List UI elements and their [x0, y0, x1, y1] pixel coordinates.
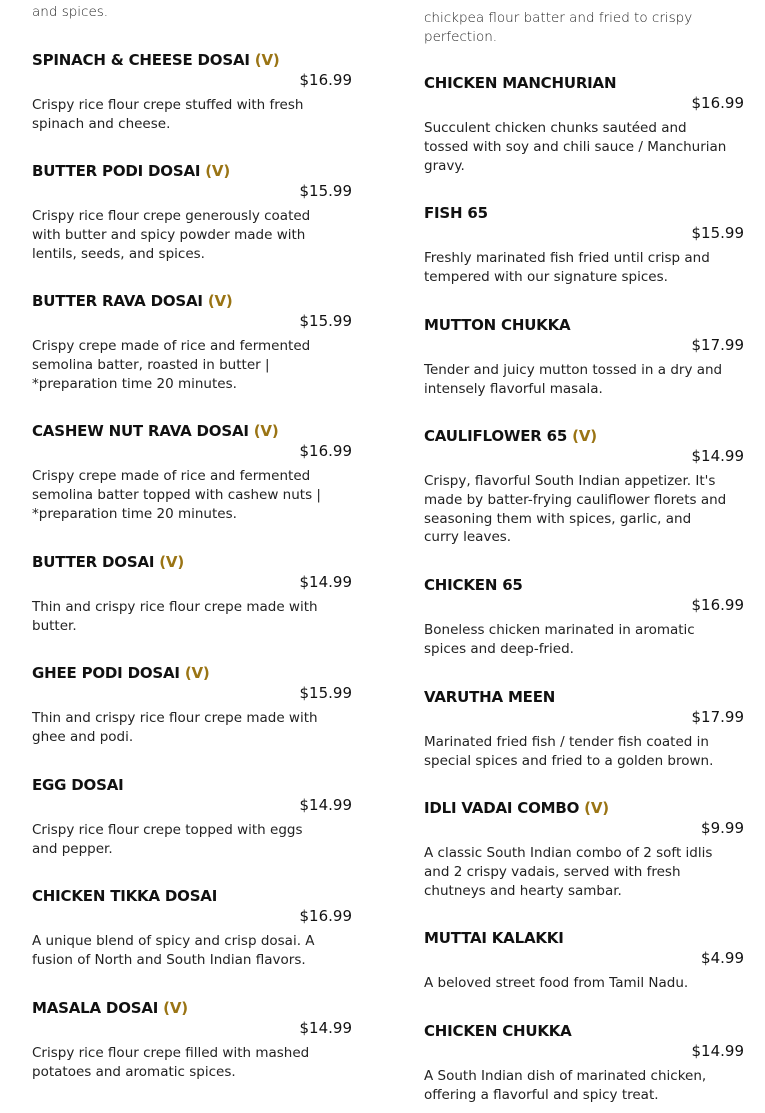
- vegetarian-badge: (V): [584, 799, 609, 817]
- vegetarian-badge: (V): [184, 664, 210, 682]
- menu-item-title: BUTTER PODI DOSAI: [32, 162, 201, 180]
- menu-item-description: Boneless chicken marinated in aromatic spices and deep-fried.: [424, 622, 695, 657]
- vegetarian-badge: (V): [207, 292, 233, 310]
- menu-item-price: $14.99: [299, 1019, 352, 1037]
- menu-item-name: [32, 421, 279, 441]
- menu-item-title: VARUTHA MEEN: [424, 688, 556, 706]
- menu-item-description: Crispy rice flour crepe stuffed with fresh spinach and cheese.: [32, 97, 304, 132]
- menu-item-description: A unique blend of spicy and crisp dosai. A fusion of North and South Indian flavors.: [32, 933, 315, 968]
- menu-item-name: [32, 552, 184, 572]
- menu-item-price: $16.99: [691, 94, 744, 112]
- menu-item-description: Crispy, flavorful South Indian appetizer. It's made by batter-frying cauliflower florets and seasoning them with spices, garlic, and curry leaves.: [424, 473, 727, 546]
- menu-item-name: [32, 291, 233, 311]
- menu-item-description: Thin and crispy rice flour crepe made with butter.: [32, 599, 318, 634]
- menu-item-price: $4.99: [701, 949, 744, 967]
- menu-item-price: $14.99: [299, 796, 352, 814]
- menu-item-name: [424, 426, 597, 446]
- menu-item-price: $15.99: [691, 224, 744, 242]
- menu-item-name: [32, 998, 188, 1018]
- menu-item-price: $14.99: [691, 447, 744, 465]
- menu-item-name: [32, 161, 230, 181]
- menu-item-description: Succulent chicken chunks sautéed and tossed with soy and chili sauce / Manchurian gravy.: [424, 120, 727, 174]
- menu-item-title: CHICKEN CHUKKA: [424, 1022, 572, 1040]
- menu-item-name: [32, 886, 217, 906]
- menu-item-description: Crispy rice flour crepe filled with mashed potatoes and aromatic spices.: [32, 1045, 310, 1080]
- menu-item-price: $17.99: [691, 708, 744, 726]
- menu-item-title: MUTTAI KALAKKI: [424, 929, 564, 947]
- menu-item-title: CHICKEN TIKKA DOSAI: [32, 887, 218, 905]
- menu-item-description: A South Indian dish of marinated chicken, offering a flavorful and spicy treat.: [424, 1068, 707, 1103]
- vegetarian-badge: (V): [159, 553, 185, 571]
- menu-item-title: FISH 65: [424, 204, 488, 222]
- menu-item-description: A beloved street food from Tamil Nadu.: [424, 975, 689, 991]
- vegetarian-badge: (V): [163, 999, 188, 1017]
- menu-item-name: [424, 315, 570, 335]
- menu-item-title: SPINACH & CHEESE DOSAI: [32, 51, 250, 69]
- menu-item-title: EGG DOSAI: [32, 776, 124, 794]
- menu-item-price: $9.99: [701, 819, 744, 837]
- continued-description-fragment: and spices.: [32, 4, 109, 20]
- vegetarian-badge: (V): [254, 51, 280, 69]
- menu-item-name: [424, 575, 523, 595]
- menu-item-price: $16.99: [691, 596, 744, 614]
- menu-item-description: Crispy rice flour crepe topped with eggs and pepper.: [32, 822, 303, 857]
- menu-item-name: [32, 50, 280, 70]
- vegetarian-badge: (V): [253, 422, 279, 440]
- menu-item-name: [424, 687, 555, 707]
- menu-item-title: MUTTON CHUKKA: [424, 316, 571, 334]
- menu-item-price: $14.99: [691, 1042, 744, 1060]
- menu-item-price: $15.99: [299, 182, 352, 200]
- menu-item-description: Crispy crepe made of rice and fermented semolina batter, roasted in butter | *preparation time 20 minutes.: [32, 338, 311, 392]
- menu-item-title: CASHEW NUT RAVA DOSAI: [32, 422, 249, 440]
- menu-item-price: $16.99: [299, 71, 352, 89]
- menu-item-price: $15.99: [299, 684, 352, 702]
- menu-item-description: A classic South Indian combo of 2 soft idlis and 2 crispy vadais, served with fresh chutneys and hearty sambar.: [424, 845, 713, 899]
- menu-item-price: $16.99: [299, 907, 352, 925]
- menu-item-price: $15.99: [299, 312, 352, 330]
- menu-item-title: IDLI VADAI COMBO: [424, 799, 580, 817]
- menu-item-description: Crispy crepe made of rice and fermented semolina batter topped with cashew nuts | *preparation time 20 minutes.: [32, 468, 321, 522]
- menu-item-description: Crispy rice flour crepe generously coated with butter and spicy powder made with lentils, seeds, and spices.: [32, 208, 311, 262]
- menu-item-title: CHICKEN MANCHURIAN: [424, 74, 617, 92]
- menu-item-title: BUTTER DOSAI: [32, 553, 155, 571]
- menu-item-price: $14.99: [299, 573, 352, 591]
- menu-item-name: [424, 203, 488, 223]
- menu-item-description: Thin and crispy rice flour crepe made with ghee and podi.: [32, 710, 318, 745]
- menu-item-description: Marinated fried fish / tender fish coated in special spices and fried to a golden brown.: [424, 734, 714, 769]
- menu-item-name: [32, 663, 210, 683]
- menu-item-name: [32, 775, 124, 795]
- menu-item-price: $16.99: [299, 442, 352, 460]
- menu-item-title: BUTTER RAVA DOSAI: [32, 292, 203, 310]
- menu-item-title: CHICKEN 65: [424, 576, 523, 594]
- vegetarian-badge: (V): [572, 427, 597, 445]
- menu-item-description: Tender and juicy mutton tossed in a dry and intensely flavorful masala.: [424, 362, 723, 397]
- menu-item-name: [424, 928, 564, 948]
- menu-item-name: [424, 1021, 572, 1041]
- menu-item-name: [424, 798, 609, 818]
- menu-item-price: $17.99: [691, 336, 744, 354]
- menu-item-title: GHEE PODI DOSAI: [32, 664, 180, 682]
- menu-item-title: CAULIFLOWER 65: [424, 427, 568, 445]
- continued-description-fragment: chickpea flour batter and fried to crispy perfection.: [424, 10, 693, 45]
- menu-item-description: Freshly marinated fish fried until crisp and tempered with our signature spices.: [424, 250, 710, 285]
- menu-item-title: MASALA DOSAI: [32, 999, 159, 1017]
- vegetarian-badge: (V): [205, 162, 231, 180]
- menu-item-name: [424, 73, 616, 93]
